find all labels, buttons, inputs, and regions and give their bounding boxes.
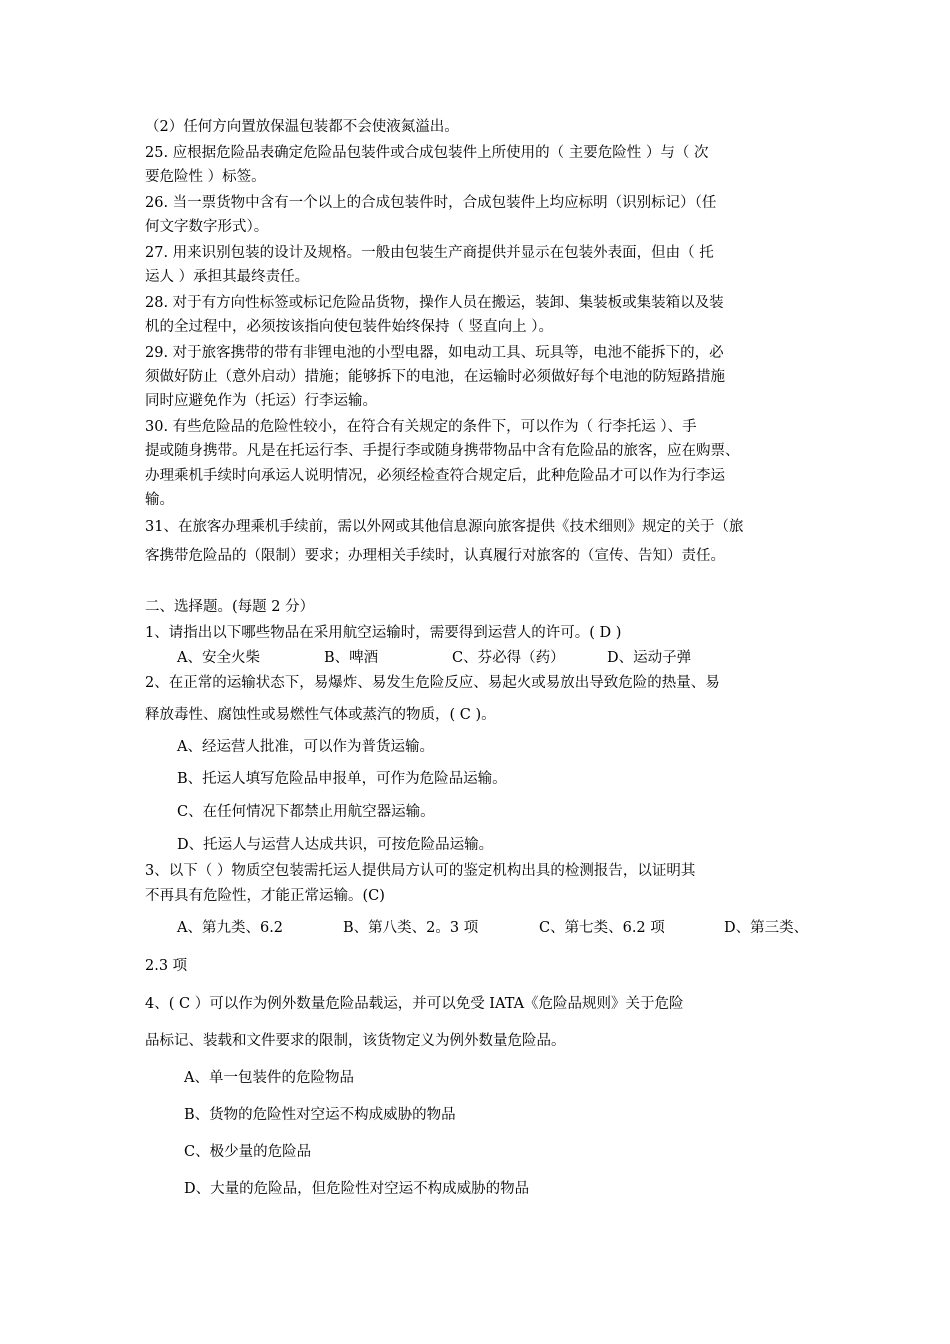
choice-q3-option-b: B、第八类、2。3 项: [343, 920, 479, 936]
question-31-line-1: 31、在旅客办理乘机手续前，需以外网或其他信息源向旅客提供《技术细则》规定的关于（旅: [145, 519, 744, 535]
choice-q4-option-d: D、大量的危险品，但危险性对空运不构成威胁的物品: [184, 1181, 530, 1197]
question-30-line-2: 提或随身携带。凡是在托运行李、手提行李或随身携带物品中含有危险品的旅客，应在购票、: [145, 443, 740, 459]
choice-q2-option-d: D、托运人与运营人达成共识，可按危险品运输。: [177, 837, 494, 853]
question-31-line-2: 客携带危险品的（限制）要求；办理相关手续时，认真履行对旅客的（宣传、告知）责任。: [145, 548, 725, 564]
choice-q2-option-a: A、经运营人批准，可以作为普货运输。: [177, 739, 434, 755]
question-26-line-2: 何文字数字形式）。: [145, 219, 269, 235]
choice-q3-option-d-continued: 2.3 项: [145, 958, 188, 974]
question-28-line-1: 28. 对于有方向性标签或标记危险品货物，操作人员在搬运，装卸、集装板或集装箱以及装: [145, 295, 724, 311]
question-27-line-2: 运人 ）承担其最终责任。: [145, 269, 310, 285]
question-25-line-1: 25. 应根据危险品表确定危险品包装件或合成包装件上所使用的（ 主要危险性 ）与（ 次: [145, 145, 709, 161]
choice-q1-stem: 1、请指出以下哪些物品在采用航空运输时，需要得到运营人的许可。( D ): [145, 625, 622, 641]
choice-q4-stem-line-2: 品标记、装载和文件要求的限制，该货物定义为例外数量危险品。: [145, 1033, 566, 1049]
choice-q4-option-a: A、单一包装件的危险物品: [184, 1070, 354, 1086]
choice-q3-option-d: D、第三类、: [724, 920, 809, 936]
choice-q4-stem-line-1: 4、( C ）可以作为例外数量危险品载运，并可以免受 IATA《危险品规则》关于危险: [145, 996, 684, 1012]
question-30-line-4: 输。: [145, 492, 174, 508]
choice-q4-option-c: C、极少量的危险品: [184, 1144, 312, 1160]
choice-q3-option-c: C、第七类、6.2 项: [539, 920, 665, 936]
question-29-line-1: 29. 对于旅客携带的带有非锂电池的小型电器，如电动工具、玩具等，电池不能拆下的，必: [145, 345, 724, 361]
choice-q3-option-a: A、第九类、6.2: [177, 920, 284, 936]
question-30-line-1: 30. 有些危险品的危险性较小，在符合有关规定的条件下，可以作为（ 行李托运 ）、手: [145, 419, 697, 435]
choice-q1-option-d: D、运动子弹: [607, 650, 692, 666]
question-29-line-2: 须做好防止（意外启动）措施；能够拆下的电池，在运输时必须做好每个电池的防短路措施: [145, 369, 725, 385]
choice-q2-stem-line-1: 2、在正常的运输状态下，易爆炸、易发生危险反应、易起火或易放出导致危险的热量、易: [145, 675, 720, 691]
question-29-line-3: 同时应避免作为（托运）行李运输。: [145, 393, 377, 409]
choice-q1-option-b: B、啤酒: [324, 650, 379, 666]
question-26-line-1: 26. 当一票货物中含有一个以上的合成包装件时，合成包装件上均应标明（识别标记）（任: [145, 195, 717, 211]
choice-q2-option-c: C、在任何情况下都禁止用航空器运输。: [177, 804, 435, 820]
question-25-line-2: 要危险性 ）标签。: [145, 169, 266, 185]
choice-q2-stem-line-2: 释放毒性、腐蚀性或易燃性气体或蒸汽的物质，( C )。: [145, 707, 496, 723]
question-28-line-2: 机的全过程中，必须按该指向使包装件始终保持（ 竖直向上 ）。: [145, 319, 553, 335]
text-line: （2）任何方向置放保温包装都不会使液氮溢出。: [145, 119, 459, 135]
choice-q3-stem-line-1: 3、以下（ ）物质空包装需托运人提供局方认可的鉴定机构出具的检测报告，以证明其: [145, 863, 696, 879]
section-heading: 二、选择题。(每题 2 分）: [145, 599, 315, 615]
question-27-line-1: 27. 用来识别包装的设计及规格。一般由包装生产商提供并显示在包装外表面，但由（ 托: [145, 245, 714, 261]
question-30-line-3: 办理乘机手续时向承运人说明情况，必须经检查符合规定后，此种危险品才可以作为行李运: [145, 468, 725, 484]
choice-q3-stem-line-2: 不再具有危险性，才能正常运输。(C): [145, 888, 385, 904]
choice-q4-option-b: B、货物的危险性对空运不构成威胁的物品: [184, 1107, 456, 1123]
choice-q1-option-c: C、芬必得（药）: [452, 650, 565, 666]
choice-q2-option-b: B、托运人填写危险品申报单，可作为危险品运输。: [177, 771, 507, 787]
choice-q1-option-a: A、安全火柴: [177, 650, 260, 666]
